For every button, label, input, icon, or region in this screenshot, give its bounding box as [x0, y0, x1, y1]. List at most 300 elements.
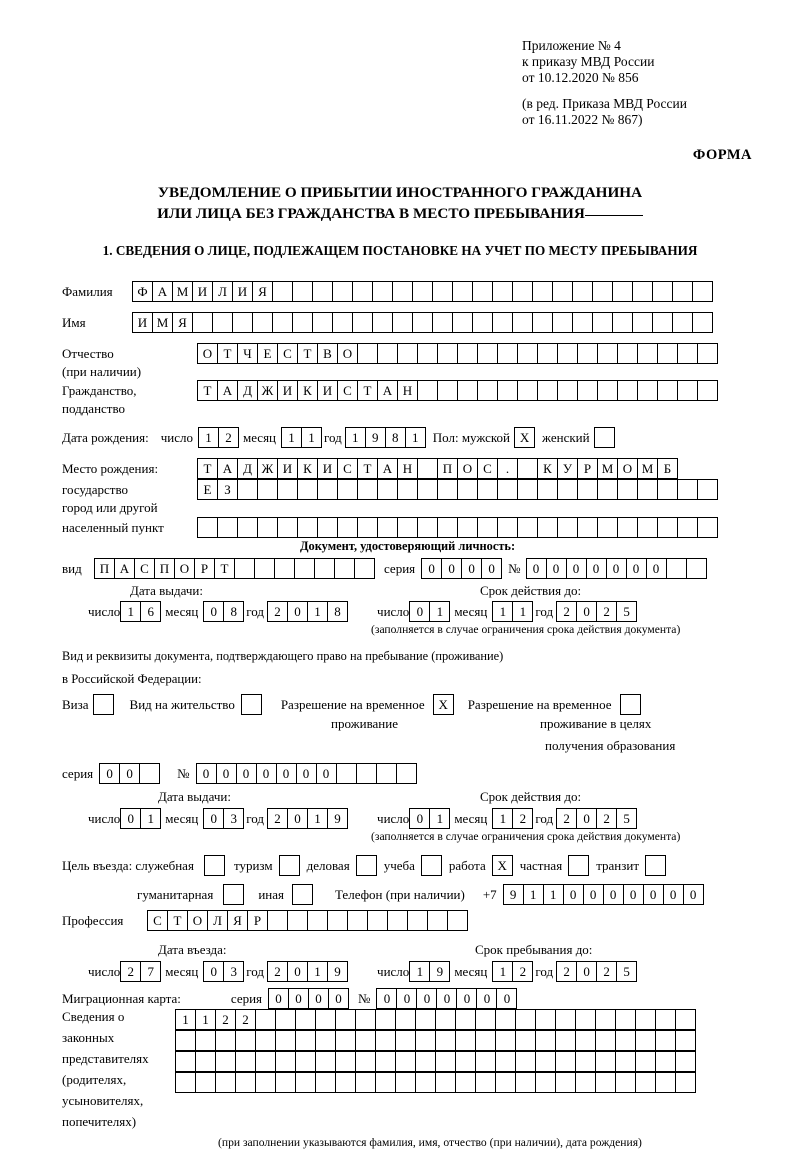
form-cell[interactable]: 2	[512, 808, 533, 829]
form-cell[interactable]: Н	[397, 458, 418, 479]
form-cell[interactable]	[335, 1051, 356, 1072]
form-cell[interactable]	[412, 312, 433, 333]
form-cell[interactable]: С	[337, 380, 358, 401]
form-cell[interactable]: У	[557, 458, 578, 479]
form-cell[interactable]	[275, 1072, 296, 1093]
form-cell[interactable]: 9	[327, 961, 348, 982]
form-cell[interactable]	[552, 312, 573, 333]
form-cell[interactable]: 2	[218, 427, 239, 448]
form-cell[interactable]: К	[297, 458, 318, 479]
form-cell[interactable]	[497, 517, 518, 538]
form-cell[interactable]	[255, 1030, 276, 1051]
form-cell[interactable]: 8	[327, 601, 348, 622]
form-cell[interactable]: И	[232, 281, 253, 302]
form-cell[interactable]	[352, 281, 373, 302]
form-cell[interactable]	[655, 1030, 676, 1051]
form-cell[interactable]	[595, 1009, 616, 1030]
form-cell[interactable]	[677, 479, 698, 500]
form-cell[interactable]	[657, 517, 678, 538]
form-cell[interactable]	[255, 1051, 276, 1072]
migration-number-input[interactable]	[376, 988, 516, 1009]
form-cell[interactable]	[597, 479, 618, 500]
form-cell[interactable]	[452, 281, 473, 302]
purpose-humanitarian-checkbox[interactable]	[223, 884, 244, 905]
form-cell[interactable]	[287, 910, 308, 931]
form-cell[interactable]	[592, 281, 613, 302]
form-cell[interactable]: 8	[223, 601, 244, 622]
form-cell[interactable]: Т	[167, 910, 188, 931]
form-cell[interactable]	[295, 1051, 316, 1072]
form-cell[interactable]: Р	[577, 458, 598, 479]
form-cell[interactable]	[395, 1030, 416, 1051]
form-cell[interactable]	[575, 1030, 596, 1051]
form-cell[interactable]	[237, 517, 258, 538]
form-cell[interactable]	[477, 343, 498, 364]
form-cell[interactable]: Л	[207, 910, 228, 931]
form-cell[interactable]	[212, 312, 233, 333]
form-cell[interactable]: И	[317, 380, 338, 401]
form-cell[interactable]	[267, 910, 288, 931]
form-cell[interactable]	[335, 1030, 356, 1051]
sex-female-checkbox[interactable]	[594, 427, 615, 448]
form-cell[interactable]: Т	[357, 458, 378, 479]
form-cell[interactable]: С	[337, 458, 358, 479]
form-cell[interactable]: 1	[198, 427, 219, 448]
form-cell[interactable]	[652, 281, 673, 302]
form-cell[interactable]: 0	[203, 961, 224, 982]
form-cell[interactable]	[417, 458, 438, 479]
form-cell[interactable]: Т	[214, 558, 235, 579]
form-cell[interactable]: 1	[140, 808, 161, 829]
form-cell[interactable]: И	[277, 458, 298, 479]
form-cell[interactable]	[472, 312, 493, 333]
form-cell[interactable]	[315, 1051, 336, 1072]
form-cell[interactable]	[139, 763, 160, 784]
form-cell[interactable]	[295, 1030, 316, 1051]
form-cell[interactable]: И	[317, 458, 338, 479]
form-cell[interactable]	[617, 517, 638, 538]
legal-rep-line-2-input[interactable]	[175, 1030, 695, 1051]
birthplace-line-3-input[interactable]	[197, 517, 717, 538]
form-cell[interactable]	[637, 343, 658, 364]
form-cell[interactable]: 0	[441, 558, 462, 579]
form-cell[interactable]: 6	[140, 601, 161, 622]
form-cell[interactable]	[347, 910, 368, 931]
form-cell[interactable]: К	[537, 458, 558, 479]
form-cell[interactable]: 0	[586, 558, 607, 579]
patronymic-input[interactable]	[197, 343, 717, 364]
form-cell[interactable]	[392, 312, 413, 333]
form-cell[interactable]: 0	[287, 961, 308, 982]
form-cell[interactable]: Р	[194, 558, 215, 579]
form-cell[interactable]	[595, 1051, 616, 1072]
form-cell[interactable]	[415, 1051, 436, 1072]
purpose-private-checkbox[interactable]	[568, 855, 589, 876]
doc-issue-month-input[interactable]	[203, 601, 243, 622]
form-cell[interactable]	[357, 517, 378, 538]
form-cell[interactable]	[455, 1072, 476, 1093]
form-cell[interactable]: 0	[626, 558, 647, 579]
form-cell[interactable]: Д	[237, 380, 258, 401]
form-cell[interactable]: 2	[596, 961, 617, 982]
form-cell[interactable]: 1	[409, 961, 430, 982]
form-cell[interactable]	[215, 1030, 236, 1051]
form-cell[interactable]	[495, 1009, 516, 1030]
form-cell[interactable]	[417, 343, 438, 364]
form-cell[interactable]	[457, 380, 478, 401]
form-cell[interactable]	[455, 1009, 476, 1030]
form-cell[interactable]	[315, 1072, 336, 1093]
form-cell[interactable]	[337, 517, 358, 538]
form-cell[interactable]: 5	[616, 601, 637, 622]
form-cell[interactable]	[517, 458, 538, 479]
form-cell[interactable]	[437, 343, 458, 364]
form-cell[interactable]: А	[217, 380, 238, 401]
form-cell[interactable]: 1	[307, 601, 328, 622]
form-cell[interactable]	[357, 343, 378, 364]
form-cell[interactable]	[677, 517, 698, 538]
doc-series-input[interactable]	[421, 558, 501, 579]
form-cell[interactable]	[376, 763, 397, 784]
form-cell[interactable]: О	[457, 458, 478, 479]
form-cell[interactable]	[532, 281, 553, 302]
form-cell[interactable]	[367, 910, 388, 931]
form-cell[interactable]: М	[637, 458, 658, 479]
stay-valid-year-input[interactable]	[556, 808, 636, 829]
form-cell[interactable]	[632, 281, 653, 302]
form-cell[interactable]	[555, 1051, 576, 1072]
form-cell[interactable]: 0	[461, 558, 482, 579]
form-cell[interactable]	[615, 1030, 636, 1051]
doc-valid-year-input[interactable]	[556, 601, 636, 622]
form-cell[interactable]	[537, 479, 558, 500]
form-cell[interactable]: 2	[267, 961, 288, 982]
form-cell[interactable]: 8	[385, 427, 406, 448]
form-cell[interactable]: 9	[327, 808, 348, 829]
form-cell[interactable]	[195, 1030, 216, 1051]
form-cell[interactable]	[475, 1009, 496, 1030]
form-cell[interactable]	[692, 281, 713, 302]
form-cell[interactable]	[672, 312, 693, 333]
form-cell[interactable]: О	[187, 910, 208, 931]
form-cell[interactable]	[427, 910, 448, 931]
form-cell[interactable]: 1	[307, 961, 328, 982]
form-cell[interactable]	[415, 1072, 436, 1093]
form-cell[interactable]	[657, 343, 678, 364]
form-cell[interactable]	[372, 312, 393, 333]
form-cell[interactable]	[397, 517, 418, 538]
form-cell[interactable]	[377, 517, 398, 538]
form-cell[interactable]: 1	[543, 884, 564, 905]
form-cell[interactable]	[417, 479, 438, 500]
form-cell[interactable]	[292, 312, 313, 333]
form-cell[interactable]	[555, 1030, 576, 1051]
form-cell[interactable]: М	[172, 281, 193, 302]
form-cell[interactable]	[535, 1009, 556, 1030]
form-cell[interactable]	[337, 479, 358, 500]
profession-input[interactable]	[147, 910, 467, 931]
form-cell[interactable]	[666, 558, 687, 579]
form-cell[interactable]	[297, 517, 318, 538]
entry-month-input[interactable]	[203, 961, 243, 982]
form-cell[interactable]: 0	[526, 558, 547, 579]
form-cell[interactable]: 2	[556, 601, 577, 622]
form-cell[interactable]: 3	[223, 808, 244, 829]
edu-residence-checkbox[interactable]	[620, 694, 641, 715]
birthplace-line-2-input[interactable]	[197, 479, 717, 500]
form-cell[interactable]	[617, 479, 638, 500]
entry-year-input[interactable]	[267, 961, 347, 982]
form-cell[interactable]	[355, 1072, 376, 1093]
form-cell[interactable]	[336, 763, 357, 784]
form-cell[interactable]: 1	[175, 1009, 196, 1030]
form-cell[interactable]: 1	[345, 427, 366, 448]
form-cell[interactable]: 1	[492, 601, 513, 622]
stay-issue-day-input[interactable]	[120, 808, 160, 829]
form-cell[interactable]	[312, 281, 333, 302]
form-cell[interactable]	[396, 763, 417, 784]
form-cell[interactable]	[532, 312, 553, 333]
migration-series-input[interactable]	[268, 988, 348, 1009]
form-cell[interactable]	[517, 343, 538, 364]
form-cell[interactable]	[317, 479, 338, 500]
form-cell[interactable]: 0	[120, 808, 141, 829]
form-cell[interactable]: 0	[328, 988, 349, 1009]
form-cell[interactable]: 0	[576, 808, 597, 829]
form-cell[interactable]: О	[197, 343, 218, 364]
doc-valid-day-input[interactable]	[409, 601, 449, 622]
form-cell[interactable]	[437, 380, 458, 401]
form-cell[interactable]	[535, 1030, 556, 1051]
form-cell[interactable]	[577, 343, 598, 364]
purpose-tourism-checkbox[interactable]	[279, 855, 300, 876]
form-cell[interactable]	[215, 1051, 236, 1072]
form-cell[interactable]	[377, 343, 398, 364]
form-cell[interactable]	[257, 517, 278, 538]
form-cell[interactable]: 0	[563, 884, 584, 905]
form-cell[interactable]: 1	[492, 961, 513, 982]
form-cell[interactable]	[512, 281, 533, 302]
form-cell[interactable]: 0	[268, 988, 289, 1009]
form-cell[interactable]: 0	[663, 884, 684, 905]
form-cell[interactable]: 0	[643, 884, 664, 905]
form-cell[interactable]: 1	[429, 601, 450, 622]
form-cell[interactable]	[657, 479, 678, 500]
form-cell[interactable]	[577, 517, 598, 538]
form-cell[interactable]	[297, 479, 318, 500]
form-cell[interactable]	[452, 312, 473, 333]
form-cell[interactable]	[575, 1009, 596, 1030]
purpose-business-checkbox[interactable]	[356, 855, 377, 876]
form-cell[interactable]: 0	[316, 763, 337, 784]
form-cell[interactable]	[455, 1051, 476, 1072]
form-cell[interactable]	[497, 380, 518, 401]
form-cell[interactable]	[635, 1072, 656, 1093]
form-cell[interactable]	[655, 1051, 676, 1072]
form-cell[interactable]: Т	[357, 380, 378, 401]
form-cell[interactable]	[272, 312, 293, 333]
form-cell[interactable]	[492, 312, 513, 333]
form-cell[interactable]: 0	[623, 884, 644, 905]
form-cell[interactable]	[635, 1051, 656, 1072]
form-cell[interactable]: 2	[556, 961, 577, 982]
form-cell[interactable]	[577, 380, 598, 401]
form-cell[interactable]	[457, 343, 478, 364]
form-cell[interactable]	[415, 1009, 436, 1030]
form-cell[interactable]	[275, 1030, 296, 1051]
form-cell[interactable]	[497, 479, 518, 500]
form-cell[interactable]	[312, 312, 333, 333]
form-cell[interactable]	[637, 479, 658, 500]
form-cell[interactable]: 0	[576, 601, 597, 622]
purpose-transit-checkbox[interactable]	[645, 855, 666, 876]
form-cell[interactable]	[415, 1030, 436, 1051]
form-cell[interactable]: 0	[546, 558, 567, 579]
form-cell[interactable]	[517, 517, 538, 538]
doc-issue-day-input[interactable]	[120, 601, 160, 622]
form-cell[interactable]	[615, 1072, 636, 1093]
form-cell[interactable]	[517, 380, 538, 401]
form-cell[interactable]	[217, 517, 238, 538]
form-cell[interactable]	[252, 312, 273, 333]
form-cell[interactable]	[497, 343, 518, 364]
form-cell[interactable]: 5	[616, 961, 637, 982]
form-cell[interactable]: Т	[197, 380, 218, 401]
form-cell[interactable]: 0	[683, 884, 704, 905]
form-cell[interactable]: С	[134, 558, 155, 579]
form-cell[interactable]	[515, 1051, 536, 1072]
birth-year-input[interactable]	[345, 427, 425, 448]
form-cell[interactable]	[557, 380, 578, 401]
form-cell[interactable]	[275, 1051, 296, 1072]
stay-valid-month-input[interactable]	[492, 808, 532, 829]
form-cell[interactable]: 1	[281, 427, 302, 448]
form-cell[interactable]	[334, 558, 355, 579]
form-cell[interactable]	[395, 1009, 416, 1030]
form-cell[interactable]	[235, 1030, 256, 1051]
form-cell[interactable]: Ж	[257, 380, 278, 401]
form-cell[interactable]	[372, 281, 393, 302]
form-cell[interactable]	[277, 517, 298, 538]
form-cell[interactable]	[552, 281, 573, 302]
form-cell[interactable]	[672, 281, 693, 302]
form-cell[interactable]	[692, 312, 713, 333]
form-cell[interactable]: П	[94, 558, 115, 579]
form-cell[interactable]	[375, 1051, 396, 1072]
form-cell[interactable]	[595, 1030, 616, 1051]
form-cell[interactable]: 1	[120, 601, 141, 622]
form-cell[interactable]	[597, 380, 618, 401]
form-cell[interactable]: 1	[429, 808, 450, 829]
form-cell[interactable]	[307, 910, 328, 931]
citizenship-input[interactable]	[197, 380, 717, 401]
form-cell[interactable]	[355, 1030, 376, 1051]
form-cell[interactable]	[315, 1009, 336, 1030]
form-cell[interactable]	[492, 281, 513, 302]
form-cell[interactable]	[332, 281, 353, 302]
form-cell[interactable]: 0	[481, 558, 502, 579]
form-cell[interactable]	[277, 479, 298, 500]
form-cell[interactable]	[175, 1072, 196, 1093]
form-cell[interactable]	[375, 1030, 396, 1051]
form-cell[interactable]	[697, 343, 718, 364]
form-cell[interactable]	[677, 380, 698, 401]
form-cell[interactable]: 0	[583, 884, 604, 905]
residence-permit-checkbox[interactable]	[241, 694, 262, 715]
form-cell[interactable]	[315, 1030, 336, 1051]
form-cell[interactable]: А	[114, 558, 135, 579]
form-cell[interactable]: 1	[405, 427, 426, 448]
form-cell[interactable]	[237, 479, 258, 500]
form-cell[interactable]	[537, 343, 558, 364]
form-cell[interactable]	[537, 380, 558, 401]
form-cell[interactable]	[572, 312, 593, 333]
form-cell[interactable]	[535, 1072, 556, 1093]
form-cell[interactable]: 0	[296, 763, 317, 784]
form-cell[interactable]	[635, 1030, 656, 1051]
form-cell[interactable]: 0	[496, 988, 517, 1009]
form-cell[interactable]: 0	[287, 808, 308, 829]
form-cell[interactable]: Т	[197, 458, 218, 479]
form-cell[interactable]	[475, 1051, 496, 1072]
form-cell[interactable]	[255, 1009, 276, 1030]
form-cell[interactable]	[435, 1030, 456, 1051]
form-cell[interactable]: 2	[512, 961, 533, 982]
form-cell[interactable]: В	[317, 343, 338, 364]
form-cell[interactable]: 9	[365, 427, 386, 448]
form-cell[interactable]: 9	[429, 961, 450, 982]
form-cell[interactable]: 2	[267, 601, 288, 622]
form-cell[interactable]: 0	[456, 988, 477, 1009]
phone-input[interactable]	[503, 884, 703, 905]
form-cell[interactable]	[572, 281, 593, 302]
form-cell[interactable]	[432, 281, 453, 302]
form-cell[interactable]	[254, 558, 275, 579]
form-cell[interactable]	[517, 479, 538, 500]
form-cell[interactable]: 0	[203, 601, 224, 622]
form-cell[interactable]	[475, 1030, 496, 1051]
form-cell[interactable]: 2	[235, 1009, 256, 1030]
form-cell[interactable]	[575, 1051, 596, 1072]
form-cell[interactable]	[354, 558, 375, 579]
form-cell[interactable]	[577, 479, 598, 500]
form-cell[interactable]: Н	[397, 380, 418, 401]
form-cell[interactable]	[535, 1051, 556, 1072]
form-cell[interactable]	[235, 1072, 256, 1093]
form-cell[interactable]: 0	[276, 763, 297, 784]
form-cell[interactable]	[195, 1072, 216, 1093]
purpose-work-checkbox[interactable]: Х	[492, 855, 513, 876]
form-cell[interactable]	[335, 1072, 356, 1093]
doc-issue-year-input[interactable]	[267, 601, 347, 622]
legal-rep-line-1-input[interactable]	[175, 1009, 695, 1030]
form-cell[interactable]	[495, 1030, 516, 1051]
form-cell[interactable]	[377, 479, 398, 500]
entry-day-input[interactable]	[120, 961, 160, 982]
form-cell[interactable]: А	[377, 458, 398, 479]
form-cell[interactable]: З	[217, 479, 238, 500]
form-cell[interactable]: 2	[215, 1009, 236, 1030]
form-cell[interactable]: 0	[576, 961, 597, 982]
form-cell[interactable]: Ч	[237, 343, 258, 364]
form-cell[interactable]	[397, 343, 418, 364]
form-cell[interactable]: 0	[119, 763, 140, 784]
form-cell[interactable]	[615, 1009, 636, 1030]
stay-series-input[interactable]	[99, 763, 159, 784]
form-cell[interactable]	[317, 517, 338, 538]
form-cell[interactable]: Т	[297, 343, 318, 364]
form-cell[interactable]: И	[132, 312, 153, 333]
